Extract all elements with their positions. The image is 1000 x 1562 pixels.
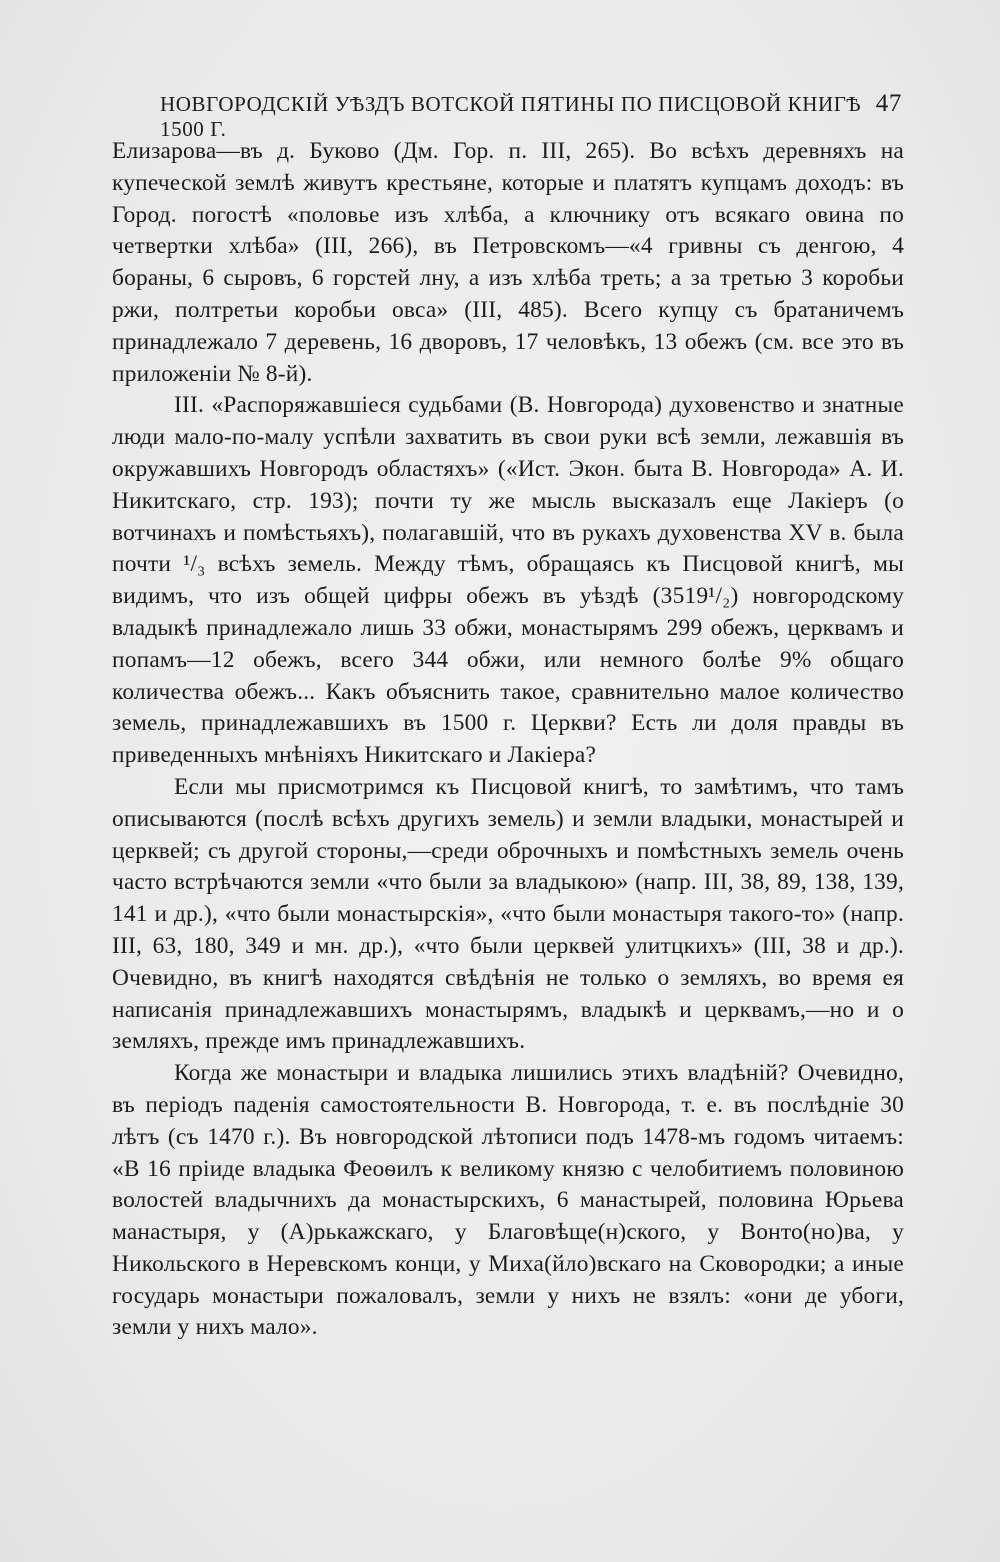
paragraph-4: Когда же монастыри и владыка лишились этихъ владѣній? Очевидно, въ періодъ паденія самостоятельности В. Новгорода, т. е. въ послѣдніе 30 лѣтъ (съ 1470 г.). Въ новгородской лѣтописи подъ 1478-мъ годомъ читаемъ: «В 16 пріиде владыка Феоѳилъ к великому князю с челобитиемъ половиною волостей владычнихъ да монастырскихъ, 6 манастырей, половина Юрьева манастыря, у (А)рькажскаго, у Благовѣще(н)ского, у Вонто(но)ва, у Никольского в Неревскомъ конци, у Миха(йло)вскаго на Сковородки; а иные государь монастыри пожаловалъ, земли у нихъ не взялъ: «они де убоги, земли у нихъ мало». [112,1060,904,1341]
running-head: НОВГОРОДСКІЙ УѢЗДЪ ВОТСКОЙ ПЯТИНЫ ПО ПИСЦОВОЙ КНИГѢ 1500 Г. [160,92,862,141]
page-number: 47 [875,90,902,117]
paragraph-3: Если мы присмотримся къ Писцовой книгѣ, то замѣтимъ, что тамъ описываются (послѣ всѣхъ другихъ земель) и земли владыки, монастырей и церквей; съ другой стороны,—среди оброчныхъ и помѣстныхъ земель очень часто встрѣчаются земли «что были за владыкою» (напр. III, 38, 89, 138, 139, 141 и др.), «что были монастырскія», «что были монастыря такого-то» (напр. III, 63, 180, 349 и мн. др.), «что были церквей улитцкихъ» (III, 38 и др.). Очевидно, въ книгѣ находятся свѣдѣнія не только о земляхъ, во время ея написанія принадлежавшихъ монастырямъ, владыкѣ и церквамъ,—но и о земляхъ, прежде имъ принадлежавшихъ. [112,773,904,1055]
page-header [120,86,902,141]
paragraph-1: Елизарова—въ д. Буково (Дм. Гор. п. III, 265). Во всѣхъ деревняхъ на купеческой землѣ живутъ крестьяне, которые и платятъ купцамъ доходъ: въ Город. погостѣ «половье изъ хлѣба, а ключнику отъ всякаго овина по четвертки хлѣба» (III, 266), въ Петровскомъ—«4 гривны съ денгою, 4 бораны, 6 сыровъ, 6 горстей лну, а изъ хлѣба треть; а за третью 3 коробьи ржи, полтретьи коробьи овса» (III, 485). Всего купцу съ братаничемъ принадлежало 7 деревень, 16 дворовъ, 17 человѣкъ, 13 обежъ (см. все это въ приложеніи № 8-й). [112,138,904,387]
body-text [112,136,904,1344]
paragraph-2: III. «Распоряжавшіеся судьбами (В. Новгорода) духовенство и знатные люди мало-по-малу успѣли захватить въ свои руки всѣ земли, лежавшія въ окружавшихъ Новгородъ областяхъ» («Ист. Экон. быта В. Новгорода» А. И. Никитскаго, стр. 193); почти ту же мысль высказалъ еще Лакіеръ (о вотчинахъ и помѣстьяхъ), полагавшій, что въ рукахъ духовенства XV в. была почти ¹/₃ всѣхъ земель. Между тѣмъ, обращаясь къ Писцовой книгѣ, мы видимъ, что изъ общей цифры обежъ въ уѣздѣ (3519¹/₂) новгородскому владыкѣ принадлежало лишь 33 обжи, монастырямъ 299 обежъ, церквамъ и попамъ—12 обежъ, всего 344 обжи, или немного болѣе 9% общаго количества обежъ... Какъ объяснить такое, сравнительно малое количество земель, принадлежавшихъ въ 1500 г. Церкви? Есть ли доля правды въ приведенныхъ мнѣніяхъ Никитскаго и Лакіера? [112,392,904,769]
